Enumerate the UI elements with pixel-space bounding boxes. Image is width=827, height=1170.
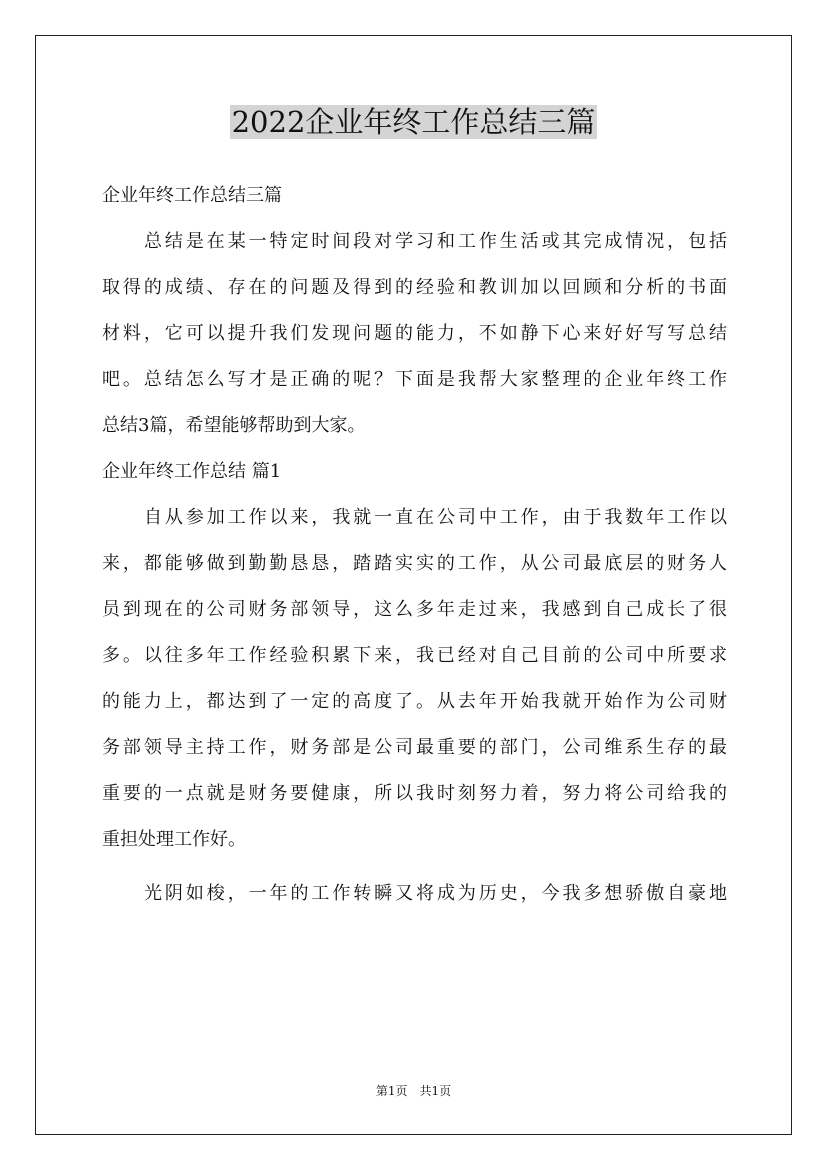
paragraph-line: 来，都能够做到勤勤恳恳，踏踏实实的工作，从公司最底层的财务人 [102,553,727,574]
paragraph-line: 多。以往多年工作经验积累下来，我已经对自己目前的公司中所要求 [102,645,727,666]
section-heading: 企业年终工作总结 篇1 [102,461,282,482]
page-footer: 第1页 共1页 [375,1084,452,1098]
paragraph-line: 总结是在某一特定时间段对学习和工作生活或其完成情况，包括 [144,231,727,252]
paragraph-line: 员到现在的公司财务部领导，这么多年走过来，我感到自己成长了很 [102,599,727,620]
document-title-text: 2022企业年终工作总结三篇 [231,105,596,139]
body-paragraph-1 [102,495,727,863]
document-title [0,100,827,144]
paragraph-line: 材料，它可以提升我们发现问题的能力，不如静下心来好好写写总结 [102,323,727,344]
paragraph-line: 务部领导主持工作，财务部是公司最重要的部门，公司维系生存的最 [102,737,727,758]
body-paragraph-2 [102,871,727,917]
paragraph-line: 自从参加工作以来，我就一直在公司中工作，由于我数年工作以 [144,507,727,528]
paragraph-spacer [102,863,727,871]
paragraph-line: 重担处理工作好。 [102,829,246,850]
paragraph-line: 总结3篇，希望能够帮助到大家。 [102,415,366,436]
paragraph-line: 吧。总结怎么写才是正确的呢？下面是我帮大家整理的企业年终工作 [102,369,727,390]
paragraph-line: 光阴如梭，一年的工作转瞬又将成为历史，今我多想骄傲自豪地 [144,883,727,904]
document-body [102,173,727,917]
document-subtitle: 企业年终工作总结三篇 [102,185,282,206]
paragraph-line: 的能力上，都达到了一定的高度了。从去年开始我就开始作为公司财 [102,691,727,712]
paragraph-line: 取得的成绩、存在的问题及得到的经验和教训加以回顾和分析的书面 [102,277,727,298]
intro-paragraph [102,219,727,449]
paragraph-line: 重要的一点就是财务要健康，所以我时刻努力着，努力将公司给我的 [102,783,727,804]
